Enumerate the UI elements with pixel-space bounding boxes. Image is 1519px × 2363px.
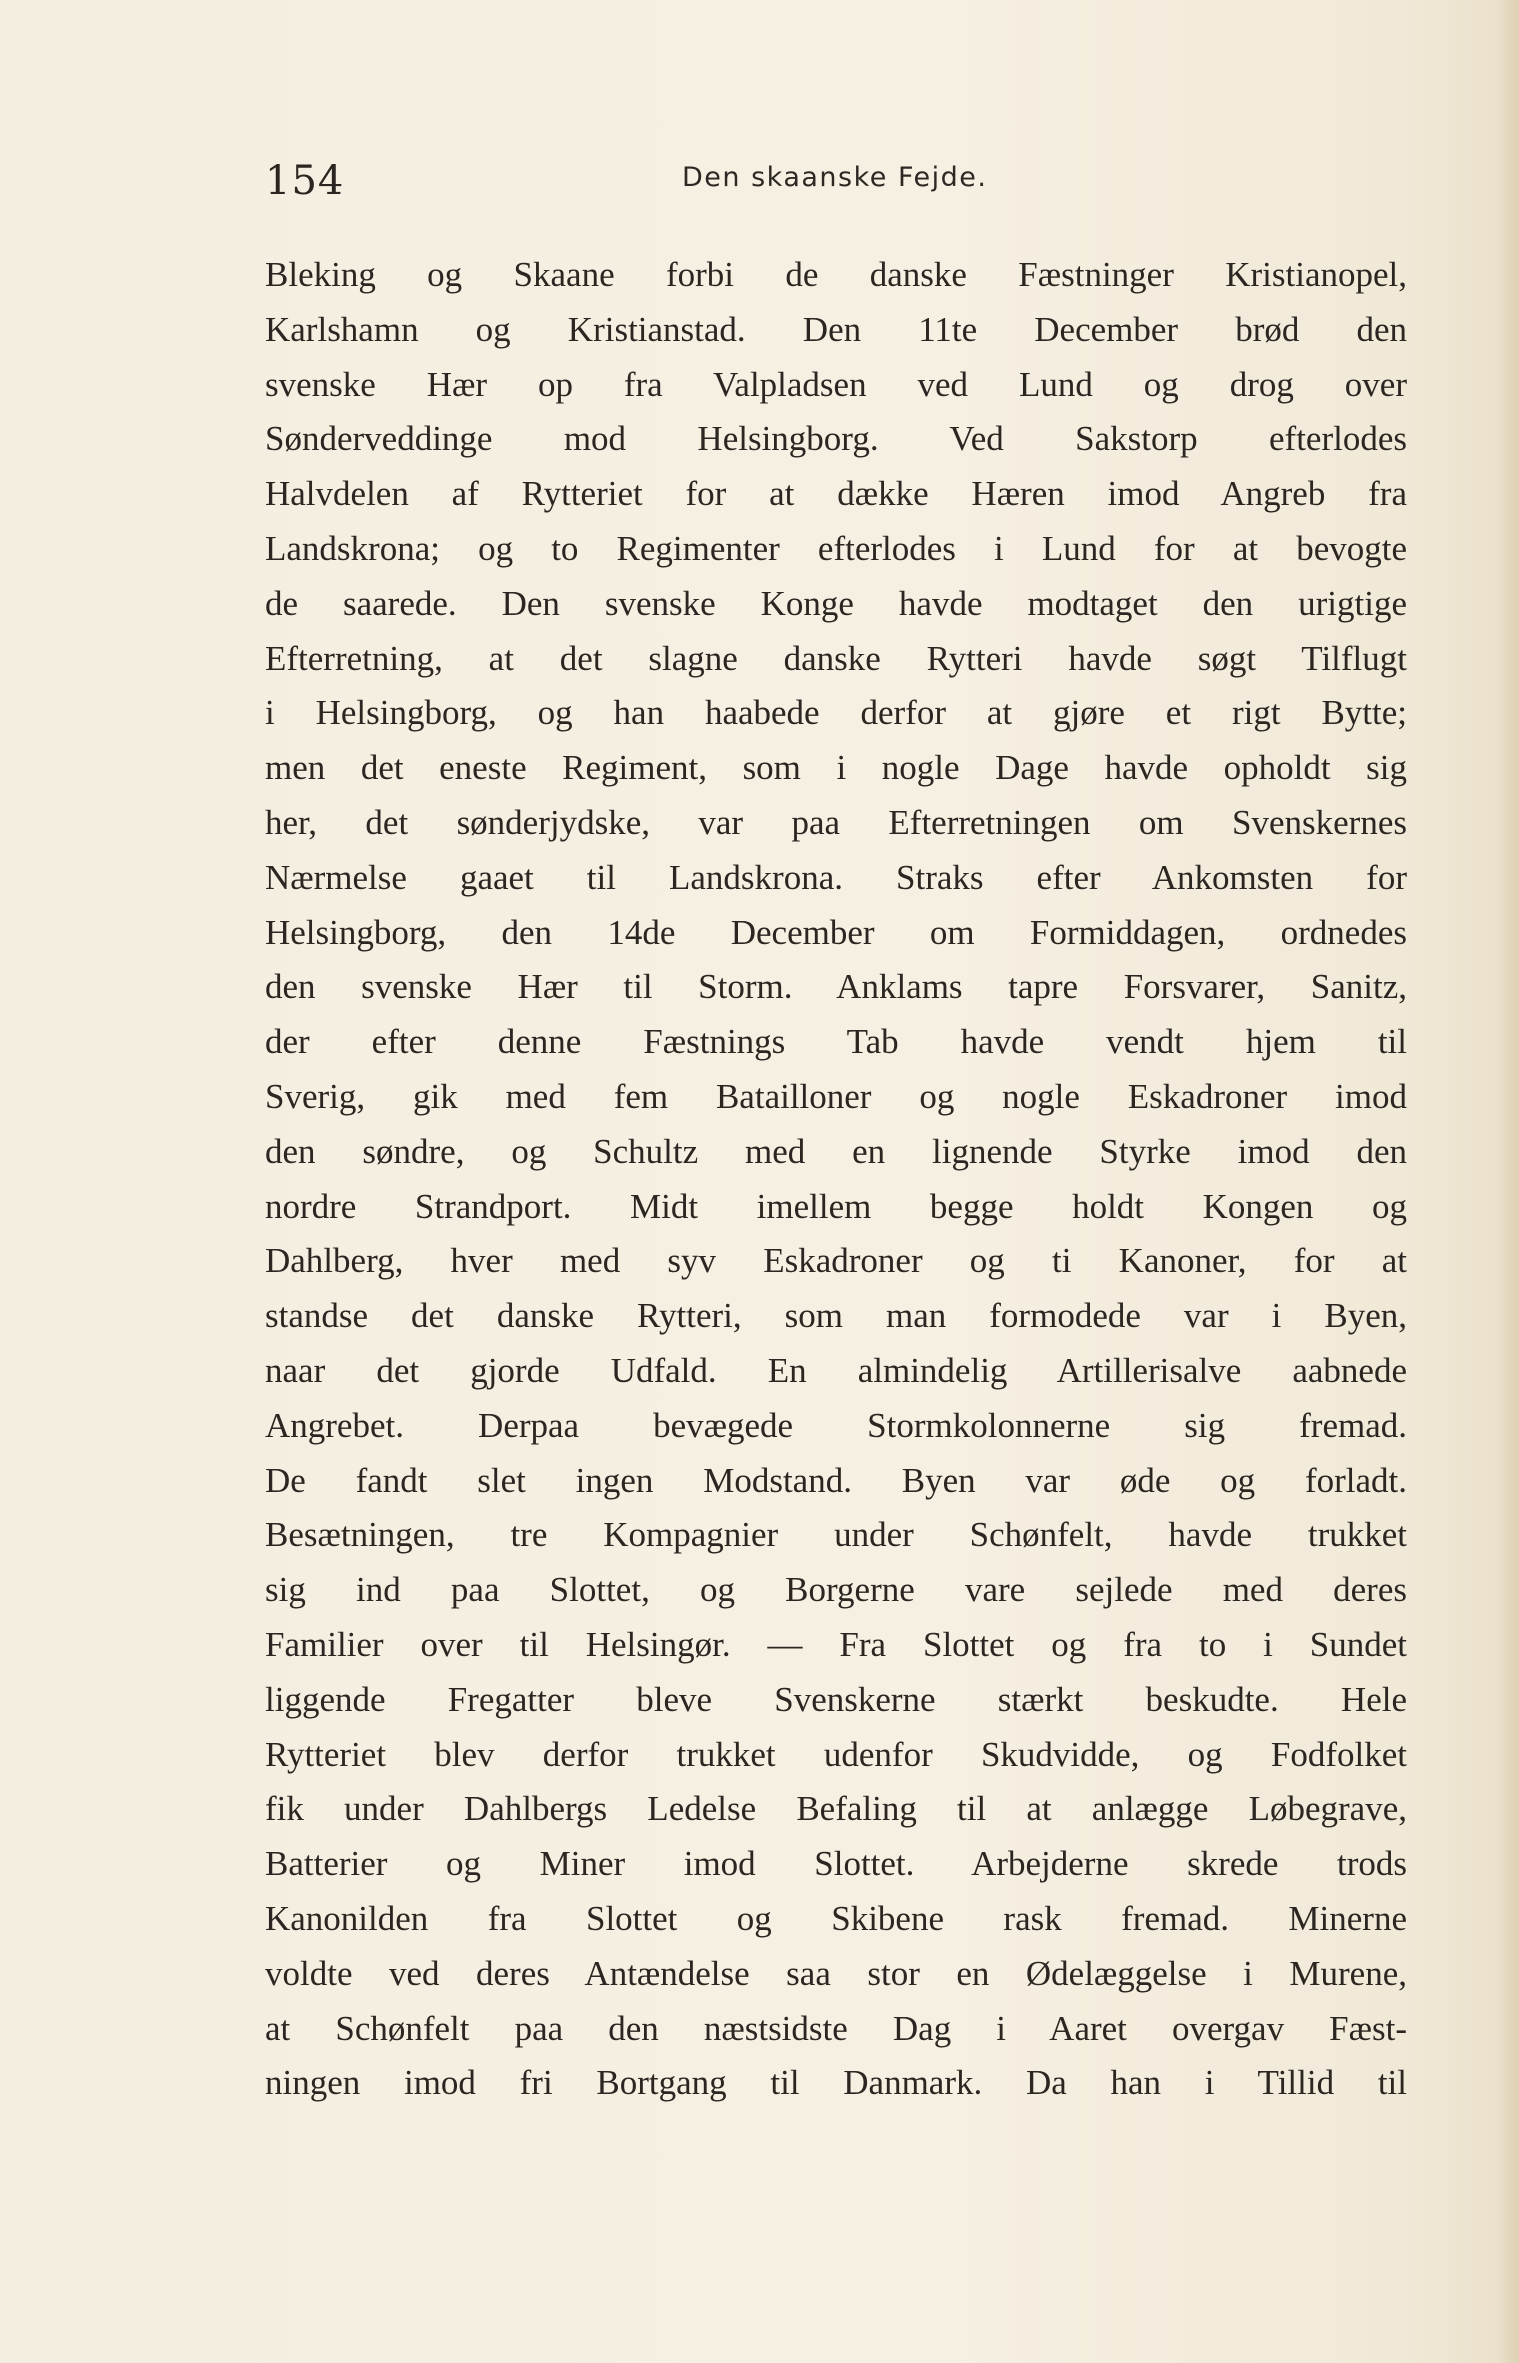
text-line: Landskrona; og to Regimenter efterlodes i Lund for at bevogte	[265, 528, 1407, 568]
text-line: Helsingborg, den 14de December om Formiddagen, ordnedes	[265, 912, 1407, 952]
text-line: De fandt slet ingen Modstand. Byen var øde og forladt.	[265, 1460, 1407, 1500]
text-line: Efterretning, at det slagne danske Rytteri havde søgt Tilflugt	[265, 638, 1407, 678]
text-line: Batterier og Miner imod Slottet. Arbejderne skrede trods	[265, 1844, 1407, 1884]
text-line: Bleking og Skaane forbi de danske Fæstninger Kristianopel,	[265, 255, 1407, 294]
text-line: Halvdelen af Rytteriet for at dække Hæren imod Angreb fra	[265, 474, 1407, 514]
page-header	[265, 150, 1420, 210]
text-line: nordre Strandport. Midt imellem begge holdt Kongen og	[265, 1186, 1407, 1226]
text-line: den søndre, og Schultz med en lignende Styrke imod den	[265, 1131, 1407, 1171]
text-line: Sønderveddinge mod Helsingborg. Ved Sakstorp efterlodes	[265, 419, 1407, 459]
text-line: standse det danske Rytteri, som man formodede var i Byen,	[265, 1296, 1407, 1336]
text-line: naar det gjorde Udfald. En almindelig Artillerisalve aabnede	[265, 1350, 1407, 1390]
text-line: Kanonilden fra Slottet og Skibene rask fremad. Minerne	[265, 1898, 1407, 1938]
text-line: fik under Dahlbergs Ledelse Befaling til at anlægge Løbegrave,	[265, 1789, 1407, 1829]
running-head: Den skaanske Fejde.	[682, 162, 988, 193]
text-line: Rytteriet blev derfor trukket udenfor Skudvidde, og Fodfolket	[265, 1734, 1407, 1774]
text-line: Angrebet. Derpaa bevægede Stormkolonnerne sig fremad.	[265, 1405, 1407, 1445]
text-line: Sverig, gik med fem Batailloner og nogle Eskadroner imod	[265, 1076, 1407, 1116]
text-line: ningen imod fri Bortgang til Danmark. Da han i Tillid til	[265, 2063, 1407, 2103]
page-number: 154	[265, 158, 345, 204]
text-line: liggende Fregatter bleve Svenskerne stærkt beskudte. Hele	[265, 1679, 1407, 1719]
body-text	[265, 248, 1407, 2111]
text-line: sig ind paa Slottet, og Borgerne vare sejlede med deres	[265, 1570, 1407, 1610]
text-line: men det eneste Regiment, som i nogle Dage havde opholdt sig	[265, 748, 1407, 788]
text-line: den svenske Hær til Storm. Anklams tapre Forsvarer, Sanitz,	[265, 967, 1407, 1007]
text-line: Besætningen, tre Kompagnier under Schønfelt, havde trukket	[265, 1515, 1407, 1555]
text-line: de saarede. Den svenske Konge havde modtaget den urigtige	[265, 583, 1407, 623]
text-line: Familier over til Helsingør. — Fra Slottet og fra to i Sundet	[265, 1624, 1407, 1664]
text-line: Nærmelse gaaet til Landskrona. Straks efter Ankomsten for	[265, 857, 1407, 897]
text-line: svenske Hær op fra Valpladsen ved Lund og drog over	[265, 364, 1407, 404]
text-line: her, det sønderjydske, var paa Efterretningen om Svenskernes	[265, 802, 1407, 842]
text-line: Dahlberg, hver med syv Eskadroner og ti Kanoner, for at	[265, 1241, 1407, 1281]
text-line: Karlshamn og Kristianstad. Den 11te December brød den	[265, 309, 1407, 349]
text-line: voldte ved deres Antændelse saa stor en Ødelæggelse i Murene,	[265, 1953, 1407, 1993]
text-line: at Schønfelt paa den næstsidste Dag i Aaret overgav Fæst-	[265, 2008, 1407, 2048]
text-line: i Helsingborg, og han haabede derfor at gjøre et rigt Bytte;	[265, 693, 1407, 733]
page-edge-shadow	[1497, 0, 1519, 2363]
text-line: der efter denne Fæstnings Tab havde vendt hjem til	[265, 1022, 1407, 1062]
